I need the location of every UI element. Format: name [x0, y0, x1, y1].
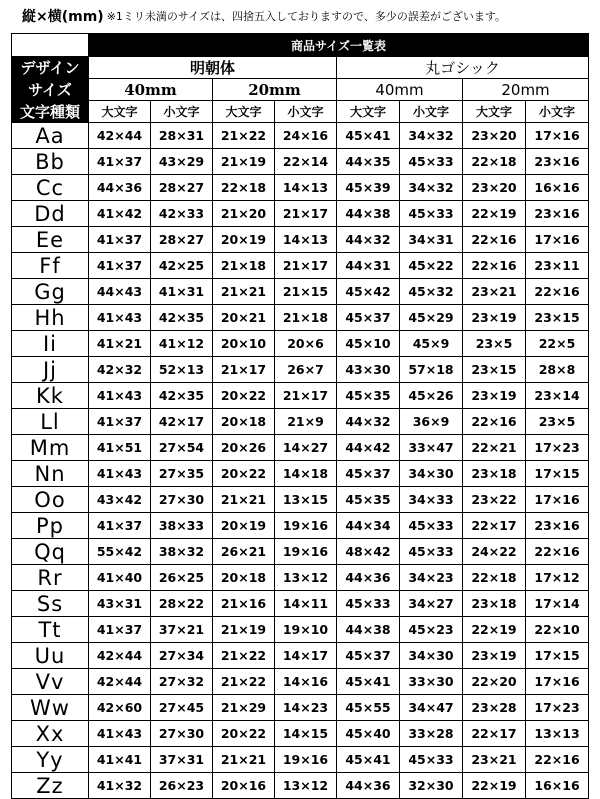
- size-value-cell: 17×14: [526, 591, 589, 617]
- design-row: [12, 57, 589, 79]
- size-value-cell: 41×51: [89, 435, 151, 461]
- size-value-cell: 26×7: [275, 357, 337, 383]
- size-value-cell: 34×23: [400, 565, 463, 591]
- size-value-cell: 22×16: [526, 539, 589, 565]
- table-row: [12, 461, 589, 487]
- letter-cell: Aa: [12, 123, 89, 149]
- size-value-cell: 45×22: [400, 253, 463, 279]
- title-row: [12, 34, 589, 57]
- size-value-cell: 34×33: [400, 487, 463, 513]
- size-value-cell: 20×26: [213, 435, 275, 461]
- size-value-cell: 34×31: [400, 227, 463, 253]
- table-row: [12, 487, 589, 513]
- size-value-cell: 17×16: [526, 487, 589, 513]
- size-value-cell: 42×33: [151, 201, 213, 227]
- table-row: [12, 643, 589, 669]
- size-value-cell: 55×42: [89, 539, 151, 565]
- size-value-cell: 17×15: [526, 643, 589, 669]
- size-value-cell: 21×22: [213, 123, 275, 149]
- size-value-cell: 17×23: [526, 435, 589, 461]
- size-value-cell: 44×43: [89, 279, 151, 305]
- size-value-cell: 20×18: [213, 409, 275, 435]
- size-value-cell: 21×19: [213, 617, 275, 643]
- size-value-cell: 22×16: [526, 279, 589, 305]
- size-value-cell: 14×13: [275, 227, 337, 253]
- table-row: [12, 409, 589, 435]
- design-label: デザイン: [12, 57, 89, 79]
- size-value-cell: 23×14: [526, 383, 589, 409]
- size-value-cell: 21×17: [213, 357, 275, 383]
- size-value-cell: 14×13: [275, 175, 337, 201]
- size-value-cell: 23×20: [463, 123, 526, 149]
- size-row: [12, 79, 589, 101]
- size-value-cell: 16×16: [526, 773, 589, 799]
- size-value-cell: 22×18: [213, 175, 275, 201]
- size-value-cell: 27×34: [151, 643, 213, 669]
- size-value-cell: 22×19: [463, 773, 526, 799]
- size-value-cell: 41×43: [89, 305, 151, 331]
- size-value-cell: 23×21: [463, 279, 526, 305]
- letter-cell: Ss: [12, 591, 89, 617]
- table-row: [12, 123, 589, 149]
- letter-cell: Tt: [12, 617, 89, 643]
- size-value-cell: 44×38: [337, 201, 400, 227]
- size-value-cell: 23×19: [463, 305, 526, 331]
- size-value-cell: 20×22: [213, 383, 275, 409]
- size-value-cell: 22×17: [463, 513, 526, 539]
- size-value-cell: 34×32: [400, 175, 463, 201]
- size-value-cell: 22×17: [463, 721, 526, 747]
- size-value-cell: 17×16: [526, 227, 589, 253]
- size-value-cell: 21×19: [213, 149, 275, 175]
- letter-cell: Cc: [12, 175, 89, 201]
- size-value-cell: 23×15: [526, 305, 589, 331]
- table-title: 商品サイズ一覧表: [89, 34, 589, 57]
- size-value-cell: 41×37: [89, 227, 151, 253]
- size-value-cell: 21×18: [213, 253, 275, 279]
- size-value-cell: 16×16: [526, 175, 589, 201]
- size-value-cell: 44×42: [337, 435, 400, 461]
- size-label: サイズ: [12, 79, 89, 101]
- letter-cell: Hh: [12, 305, 89, 331]
- size-value-cell: 24×22: [463, 539, 526, 565]
- size-value-cell: 41×32: [89, 773, 151, 799]
- size-value-cell: 13×12: [275, 773, 337, 799]
- table-row: [12, 695, 589, 721]
- size-value-cell: 48×42: [337, 539, 400, 565]
- letter-cell: Kk: [12, 383, 89, 409]
- size-value-cell: 41×42: [89, 201, 151, 227]
- table-row: [12, 669, 589, 695]
- size-value-cell: 27×30: [151, 487, 213, 513]
- size-value-cell: 23×16: [526, 513, 589, 539]
- size-value-cell: 34×30: [400, 643, 463, 669]
- size-value-cell: 34×47: [400, 695, 463, 721]
- size-value-cell: 43×31: [89, 591, 151, 617]
- size-value-cell: 38×32: [151, 539, 213, 565]
- size-value-cell: 24×16: [275, 123, 337, 149]
- rounding-note: ※1ミリ未満のサイズは、四捨五入しておりますので、多少の誤差がございます。: [106, 10, 506, 23]
- size-value-cell: 45×33: [337, 591, 400, 617]
- size-value-cell: 41×37: [89, 253, 151, 279]
- size-value-cell: 14×27: [275, 435, 337, 461]
- letter-cell: Pp: [12, 513, 89, 539]
- size-value-cell: 45×41: [337, 123, 400, 149]
- table-row: [12, 253, 589, 279]
- size-value-cell: 21×21: [213, 747, 275, 773]
- size-value-cell: 34×30: [400, 461, 463, 487]
- letter-cell: Rr: [12, 565, 89, 591]
- size-value-cell: 42×35: [151, 383, 213, 409]
- letter-cell: Gg: [12, 279, 89, 305]
- size-value-cell: 17×16: [526, 669, 589, 695]
- size-value-cell: 41×31: [151, 279, 213, 305]
- letter-cell: Nn: [12, 461, 89, 487]
- size-value-cell: 44×31: [337, 253, 400, 279]
- table-row: [12, 383, 589, 409]
- size-value-cell: 21×29: [213, 695, 275, 721]
- size-value-cell: 45×33: [400, 539, 463, 565]
- size-value-cell: 45×32: [400, 279, 463, 305]
- size-value-cell: 21×22: [213, 643, 275, 669]
- size-value-cell: 41×37: [89, 513, 151, 539]
- size-value-cell: 45×35: [337, 383, 400, 409]
- size-value-cell: 19×10: [275, 617, 337, 643]
- size-value-cell: 33×30: [400, 669, 463, 695]
- letter-cell: Ll: [12, 409, 89, 435]
- size-value-cell: 52×13: [151, 357, 213, 383]
- letter-cell: Ee: [12, 227, 89, 253]
- table-row: [12, 539, 589, 565]
- size-value-cell: 20×21: [213, 305, 275, 331]
- size-value-cell: 41×12: [151, 331, 213, 357]
- size-value-cell: 22×19: [463, 201, 526, 227]
- size-value-cell: 44×38: [337, 617, 400, 643]
- size-value-cell: 42×32: [89, 357, 151, 383]
- letter-cell: Ff: [12, 253, 89, 279]
- size-value-cell: 37×31: [151, 747, 213, 773]
- size-value-cell: 14×23: [275, 695, 337, 721]
- size-value-cell: 26×23: [151, 773, 213, 799]
- size-value-cell: 23×11: [526, 253, 589, 279]
- size-value-cell: 45×55: [337, 695, 400, 721]
- table-row: [12, 305, 589, 331]
- case-row: [12, 101, 589, 123]
- size-gothic-40: 40mm: [337, 79, 463, 101]
- size-value-cell: 45×33: [400, 747, 463, 773]
- size-value-cell: 45×42: [337, 279, 400, 305]
- size-value-cell: 22×21: [463, 435, 526, 461]
- size-value-cell: 45×41: [337, 747, 400, 773]
- size-value-cell: 22×14: [275, 149, 337, 175]
- size-value-cell: 44×32: [337, 227, 400, 253]
- letter-cell: Yy: [12, 747, 89, 773]
- table-row: [12, 773, 589, 799]
- size-value-cell: 23×28: [463, 695, 526, 721]
- size-value-cell: 45×26: [400, 383, 463, 409]
- size-value-cell: 45×29: [400, 305, 463, 331]
- size-value-cell: 21×21: [213, 279, 275, 305]
- size-value-cell: 44×36: [89, 175, 151, 201]
- size-value-cell: 41×37: [89, 617, 151, 643]
- size-value-cell: 21×18: [275, 305, 337, 331]
- table-row: [12, 513, 589, 539]
- size-value-cell: 23×16: [526, 149, 589, 175]
- size-value-cell: 44×36: [337, 565, 400, 591]
- size-value-cell: 21×15: [275, 279, 337, 305]
- size-value-cell: 43×42: [89, 487, 151, 513]
- letter-cell: Bb: [12, 149, 89, 175]
- size-value-cell: 28×27: [151, 175, 213, 201]
- size-value-cell: 17×12: [526, 565, 589, 591]
- size-value-cell: 36×9: [400, 409, 463, 435]
- size-value-cell: 14×17: [275, 643, 337, 669]
- size-value-cell: 41×43: [89, 461, 151, 487]
- size-value-cell: 22×16: [463, 227, 526, 253]
- size-value-cell: 44×34: [337, 513, 400, 539]
- size-value-cell: 21×9: [275, 409, 337, 435]
- table-row: [12, 747, 589, 773]
- size-value-cell: 27×30: [151, 721, 213, 747]
- size-value-cell: 23×5: [526, 409, 589, 435]
- table-row: [12, 331, 589, 357]
- table-row: [12, 357, 589, 383]
- size-value-cell: 23×5: [463, 331, 526, 357]
- letter-cell: Ww: [12, 695, 89, 721]
- size-value-cell: 41×43: [89, 383, 151, 409]
- size-value-cell: 22×5: [526, 331, 589, 357]
- size-value-cell: 23×15: [463, 357, 526, 383]
- unit-label: 縦×横(mm): [22, 9, 104, 25]
- size-value-cell: 41×37: [89, 409, 151, 435]
- case-label: 小文字: [400, 101, 463, 123]
- size-value-cell: 28×22: [151, 591, 213, 617]
- size-value-cell: 14×18: [275, 461, 337, 487]
- size-value-cell: 45×39: [337, 175, 400, 201]
- table-row: [12, 279, 589, 305]
- size-value-cell: 41×40: [89, 565, 151, 591]
- size-mincho-40: 40mm: [89, 79, 213, 101]
- table-row: [12, 201, 589, 227]
- size-value-cell: 34×27: [400, 591, 463, 617]
- size-value-cell: 28×31: [151, 123, 213, 149]
- size-value-cell: 45×41: [337, 669, 400, 695]
- size-value-cell: 45×37: [337, 461, 400, 487]
- size-value-cell: 20×22: [213, 721, 275, 747]
- corner-cell: [12, 34, 89, 57]
- size-value-cell: 28×8: [526, 357, 589, 383]
- size-value-cell: 20×22: [213, 461, 275, 487]
- size-value-cell: 45×33: [400, 149, 463, 175]
- table-body: [12, 34, 589, 799]
- size-value-cell: 27×32: [151, 669, 213, 695]
- size-value-cell: 23×22: [463, 487, 526, 513]
- table-row: [12, 617, 589, 643]
- size-value-cell: 45×33: [400, 201, 463, 227]
- size-value-cell: 22×16: [463, 253, 526, 279]
- size-value-cell: 45×23: [400, 617, 463, 643]
- size-value-cell: 13×12: [275, 565, 337, 591]
- size-value-cell: 21×21: [213, 487, 275, 513]
- letter-cell: Qq: [12, 539, 89, 565]
- size-value-cell: 22×16: [463, 409, 526, 435]
- size-value-cell: 23×18: [463, 591, 526, 617]
- case-label: 大文字: [463, 101, 526, 123]
- case-label: 大文字: [89, 101, 151, 123]
- size-value-cell: 20×6: [275, 331, 337, 357]
- letter-cell: Xx: [12, 721, 89, 747]
- size-value-cell: 20×18: [213, 565, 275, 591]
- table-row: [12, 721, 589, 747]
- table-row: [12, 435, 589, 461]
- size-value-cell: 57×18: [400, 357, 463, 383]
- product-size-table: [11, 33, 589, 799]
- size-value-cell: 27×35: [151, 461, 213, 487]
- design-maru-gothic: 丸ゴシック: [337, 57, 589, 79]
- size-value-cell: 23×20: [463, 175, 526, 201]
- size-value-cell: 45×33: [400, 513, 463, 539]
- size-value-cell: 42×44: [89, 643, 151, 669]
- size-value-cell: 28×27: [151, 227, 213, 253]
- size-value-cell: 32×30: [400, 773, 463, 799]
- size-value-cell: 44×32: [337, 409, 400, 435]
- size-value-cell: 41×37: [89, 149, 151, 175]
- letter-cell: Uu: [12, 643, 89, 669]
- size-value-cell: 26×21: [213, 539, 275, 565]
- size-value-cell: 45×10: [337, 331, 400, 357]
- size-value-cell: 19×16: [275, 513, 337, 539]
- case-label: 小文字: [526, 101, 589, 123]
- letter-cell: Ii: [12, 331, 89, 357]
- size-value-cell: 23×21: [463, 747, 526, 773]
- letter-cell: Jj: [12, 357, 89, 383]
- size-mincho-20: 20mm: [213, 79, 337, 101]
- size-value-cell: 45×9: [400, 331, 463, 357]
- size-value-cell: 20×16: [213, 773, 275, 799]
- size-value-cell: 17×23: [526, 695, 589, 721]
- size-value-cell: 44×36: [337, 773, 400, 799]
- type-label: 文字種類: [12, 101, 89, 123]
- size-value-cell: 33×47: [400, 435, 463, 461]
- size-value-cell: 42×25: [151, 253, 213, 279]
- table-row: [12, 149, 589, 175]
- size-value-cell: 42×44: [89, 123, 151, 149]
- size-value-cell: 45×40: [337, 721, 400, 747]
- size-value-cell: 17×15: [526, 461, 589, 487]
- size-value-cell: 45×37: [337, 305, 400, 331]
- case-label: 小文字: [151, 101, 213, 123]
- size-value-cell: 19×16: [275, 539, 337, 565]
- letter-cell: Oo: [12, 487, 89, 513]
- table-row: [12, 227, 589, 253]
- size-value-cell: 45×37: [337, 643, 400, 669]
- case-label: 小文字: [275, 101, 337, 123]
- size-value-cell: 21×16: [213, 591, 275, 617]
- size-value-cell: 42×60: [89, 695, 151, 721]
- size-value-cell: 21×22: [213, 669, 275, 695]
- size-value-cell: 45×35: [337, 487, 400, 513]
- size-value-cell: 22×18: [463, 565, 526, 591]
- letter-cell: Zz: [12, 773, 89, 799]
- size-value-cell: 20×19: [213, 513, 275, 539]
- size-value-cell: 21×17: [275, 201, 337, 227]
- size-value-cell: 23×19: [463, 383, 526, 409]
- size-value-cell: 42×17: [151, 409, 213, 435]
- table-row: [12, 175, 589, 201]
- size-value-cell: 33×28: [400, 721, 463, 747]
- size-value-cell: 41×21: [89, 331, 151, 357]
- size-value-cell: 21×17: [275, 253, 337, 279]
- size-value-cell: 38×33: [151, 513, 213, 539]
- size-gothic-20: 20mm: [463, 79, 589, 101]
- size-value-cell: 23×19: [463, 643, 526, 669]
- size-value-cell: 14×15: [275, 721, 337, 747]
- case-label: 大文字: [337, 101, 400, 123]
- size-value-cell: 27×45: [151, 695, 213, 721]
- letter-cell: Dd: [12, 201, 89, 227]
- table-row: [12, 565, 589, 591]
- size-value-cell: 17×16: [526, 123, 589, 149]
- case-label: 大文字: [213, 101, 275, 123]
- size-value-cell: 14×16: [275, 669, 337, 695]
- size-note: [22, 4, 506, 28]
- size-value-cell: 27×54: [151, 435, 213, 461]
- size-value-cell: 14×11: [275, 591, 337, 617]
- size-value-cell: 26×25: [151, 565, 213, 591]
- size-value-cell: 20×19: [213, 227, 275, 253]
- size-value-cell: 13×15: [275, 487, 337, 513]
- size-value-cell: 43×29: [151, 149, 213, 175]
- table-row: [12, 591, 589, 617]
- size-value-cell: 21×20: [213, 201, 275, 227]
- size-value-cell: 13×13: [526, 721, 589, 747]
- size-value-cell: 22×10: [526, 617, 589, 643]
- size-value-cell: 44×35: [337, 149, 400, 175]
- letter-cell: Mm: [12, 435, 89, 461]
- size-value-cell: 22×16: [526, 747, 589, 773]
- size-value-cell: 43×30: [337, 357, 400, 383]
- size-value-cell: 22×20: [463, 669, 526, 695]
- letter-cell: Vv: [12, 669, 89, 695]
- size-value-cell: 37×21: [151, 617, 213, 643]
- size-value-cell: 42×44: [89, 669, 151, 695]
- size-value-cell: 23×18: [463, 461, 526, 487]
- size-value-cell: 22×19: [463, 617, 526, 643]
- size-value-cell: 21×17: [275, 383, 337, 409]
- size-value-cell: 42×35: [151, 305, 213, 331]
- size-value-cell: 22×18: [463, 149, 526, 175]
- size-value-cell: 23×16: [526, 201, 589, 227]
- size-value-cell: 19×16: [275, 747, 337, 773]
- size-value-cell: 41×41: [89, 747, 151, 773]
- size-value-cell: 41×43: [89, 721, 151, 747]
- size-value-cell: 20×10: [213, 331, 275, 357]
- size-value-cell: 34×32: [400, 123, 463, 149]
- design-mincho: 明朝体: [89, 57, 337, 79]
